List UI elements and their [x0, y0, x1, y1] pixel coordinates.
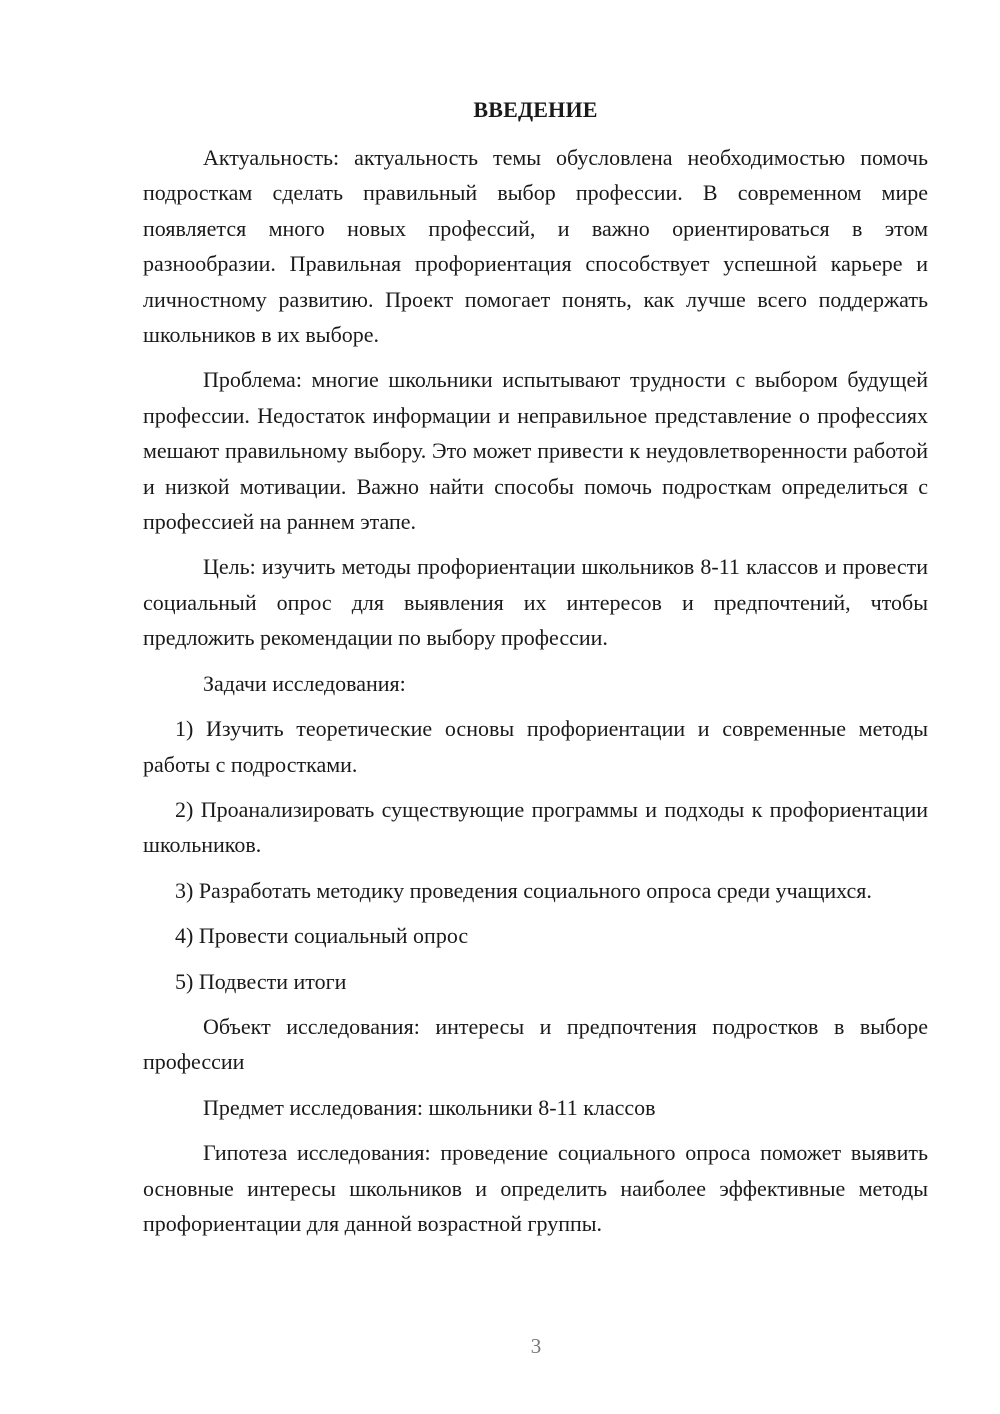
relevance-paragraph: Актуальность: актуальность темы обусловлена необходимостью помочь подросткам сделать правильный выбор профессии. В современном мире появляется много новых профессий, и важно ориентироваться в этом разнообразии. Правильная профориентация способствует успешной карьере и личностному развитию. Проект помогает понять, как лучше всего поддержать школьников в их выборе.: [143, 145, 928, 348]
page-title: ВВЕДЕНИЕ: [473, 97, 598, 122]
task-item-1: 1) Изучить теоретические основы профориентации и современные методы работы с подростками.: [143, 716, 928, 777]
document-body: [143, 94, 928, 1251]
page-number: 3: [530, 1334, 542, 1358]
task-item-4: 4) Провести социальный опрос: [175, 923, 469, 949]
task-item-2: 2) Проанализировать существующие программы и подходы к профориентации школьников.: [143, 796, 928, 858]
research-object-paragraph: Объект исследования: интересы и предпочтения подростков в выборе профессии: [143, 1013, 928, 1075]
task-item-3: 3) Разработать методику проведения социального опроса среди учащихся.: [175, 877, 872, 903]
tasks-heading: Задачи исследования:: [203, 670, 406, 696]
hypothesis-paragraph: Гипотеза исследования: проведение социального опроса поможет выявить основные интересы школьников и определить наиболее эффективные методы профориентации для данной возрастной группы.: [143, 1140, 928, 1236]
task-item-5: 5) Подвести итоги: [175, 968, 347, 994]
goal-paragraph: Цель: изучить методы профориентации школьников 8-11 классов и провести социальный опрос для выявления их интересов и предпочтений, чтобы предложить рекомендации по выбору профессии.: [143, 554, 928, 651]
problem-paragraph: Проблема: многие школьники испытывают трудности с выбором будущей профессии. Недостаток информации и неправильное представление о профессиях мешают правильному выбору. Это может привести к неудовлетворенности работой и низкой мотивации. Важно найти способы помочь подросткам определиться с профессией на раннем этапе.: [143, 367, 928, 535]
research-subject-paragraph: Предмет исследования: школьники 8-11 классов: [203, 1094, 656, 1120]
